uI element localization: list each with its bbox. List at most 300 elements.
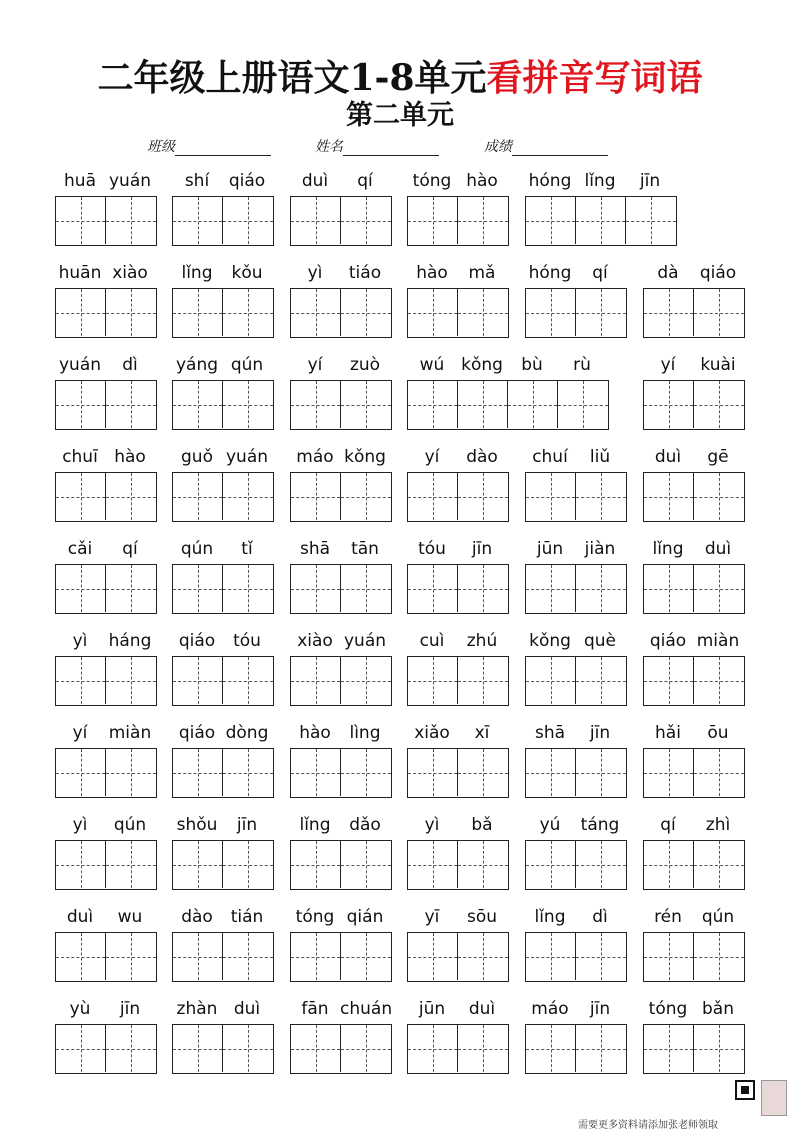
- tianzige-box[interactable]: [291, 841, 341, 888]
- pinyin-syllable: lǐng: [652, 539, 684, 559]
- tianzige-box[interactable]: [644, 933, 694, 980]
- tianzige-box[interactable]: [458, 1025, 508, 1072]
- tianzige-box[interactable]: [458, 197, 508, 244]
- tianzige-box[interactable]: [576, 749, 626, 796]
- tianzige-box[interactable]: [173, 1025, 223, 1072]
- tianzige-box[interactable]: [341, 197, 391, 244]
- tianzige-box[interactable]: [694, 933, 744, 980]
- tianzige-box[interactable]: [644, 1025, 694, 1072]
- tianzige-box[interactable]: [526, 197, 576, 244]
- tianzige-box[interactable]: [223, 381, 273, 428]
- writing-boxes[interactable]: [172, 196, 274, 246]
- pinyin-syllable: xiǎo: [414, 723, 450, 743]
- writing-boxes[interactable]: [643, 472, 745, 522]
- pinyin-label: [290, 170, 390, 192]
- pinyin-label: [290, 630, 390, 652]
- tianzige-box[interactable]: [291, 1025, 341, 1072]
- guide-line-vertical: [81, 473, 82, 520]
- tianzige-box[interactable]: [694, 749, 744, 796]
- class-blank[interactable]: [175, 140, 271, 156]
- guide-line-vertical: [433, 565, 434, 612]
- pinyin-syllable: dǎo: [349, 815, 381, 835]
- guide-line-vertical: [198, 473, 199, 520]
- pinyin-syllable: yì: [424, 815, 440, 835]
- tianzige-box[interactable]: [341, 381, 391, 428]
- writing-boxes[interactable]: [55, 932, 157, 982]
- tianzige-box[interactable]: [458, 565, 508, 612]
- guide-line-vertical: [248, 197, 249, 244]
- guide-line-vertical: [601, 841, 602, 888]
- tianzige-box[interactable]: [526, 473, 576, 520]
- writing-boxes[interactable]: [55, 1024, 157, 1074]
- pinyin-syllable: yí: [660, 355, 676, 375]
- guide-line-vertical: [551, 197, 552, 244]
- guide-line-vertical: [81, 841, 82, 888]
- guide-line-vertical: [719, 1025, 720, 1072]
- pinyin-syllable: dòng: [225, 723, 269, 743]
- guide-line-vertical: [601, 197, 602, 244]
- class-field[interactable]: [147, 138, 271, 158]
- pinyin-syllable: duì: [233, 999, 261, 1019]
- writing-boxes[interactable]: [172, 1024, 274, 1074]
- writing-boxes[interactable]: [55, 472, 157, 522]
- tianzige-box[interactable]: [341, 749, 391, 796]
- writing-boxes[interactable]: [172, 472, 274, 522]
- guide-line-vertical: [131, 565, 132, 612]
- tianzige-box[interactable]: [408, 381, 458, 428]
- tianzige-box[interactable]: [408, 841, 458, 888]
- name-field[interactable]: [315, 138, 439, 158]
- tianzige-box[interactable]: [408, 933, 458, 980]
- writing-boxes[interactable]: [407, 196, 509, 246]
- writing-boxes[interactable]: [290, 472, 392, 522]
- guide-line-vertical: [131, 841, 132, 888]
- writing-boxes[interactable]: [525, 748, 627, 798]
- tianzige-box[interactable]: [694, 657, 744, 704]
- writing-boxes[interactable]: [407, 748, 509, 798]
- tianzige-box[interactable]: [56, 1025, 106, 1072]
- pinyin-label: [290, 814, 390, 836]
- guide-line-vertical: [601, 289, 602, 336]
- tianzige-box[interactable]: [56, 289, 106, 336]
- writing-boxes[interactable]: [172, 564, 274, 614]
- writing-boxes[interactable]: [525, 564, 627, 614]
- tianzige-box[interactable]: [106, 1025, 156, 1072]
- tianzige-box[interactable]: [56, 841, 106, 888]
- tianzige-box[interactable]: [56, 749, 106, 796]
- pinyin-syllable: hóng: [528, 263, 572, 283]
- writing-boxes[interactable]: [172, 288, 274, 338]
- tianzige-box[interactable]: [173, 197, 223, 244]
- tianzige-box[interactable]: [223, 933, 273, 980]
- tianzige-box[interactable]: [106, 749, 156, 796]
- writing-boxes[interactable]: [643, 564, 745, 614]
- tianzige-box[interactable]: [173, 933, 223, 980]
- guide-line-vertical: [483, 933, 484, 980]
- writing-boxes[interactable]: [172, 380, 274, 430]
- pinyin-label: [643, 722, 743, 744]
- pinyin-label: [407, 538, 507, 560]
- writing-boxes[interactable]: [643, 656, 745, 706]
- writing-boxes[interactable]: [407, 380, 609, 430]
- guide-line-vertical: [433, 197, 434, 244]
- guide-line-vertical: [131, 749, 132, 796]
- writing-boxes[interactable]: [290, 1024, 392, 1074]
- pinyin-label: [525, 998, 625, 1020]
- pinyin-syllable: duì: [301, 171, 329, 191]
- pinyin-syllable: qí: [357, 171, 373, 191]
- writing-boxes[interactable]: [290, 380, 392, 430]
- pinyin-syllable: chuán: [340, 999, 393, 1019]
- tianzige-box[interactable]: [644, 657, 694, 704]
- writing-boxes[interactable]: [55, 380, 157, 430]
- writing-boxes[interactable]: [55, 196, 157, 246]
- writing-boxes[interactable]: [407, 288, 509, 338]
- pinyin-syllable: jūn: [536, 539, 564, 559]
- tianzige-box[interactable]: [644, 381, 694, 428]
- tianzige-box[interactable]: [408, 197, 458, 244]
- qr-code-image: [735, 1080, 787, 1116]
- tianzige-box[interactable]: [223, 841, 273, 888]
- writing-boxes[interactable]: [55, 288, 157, 338]
- tianzige-box[interactable]: [576, 565, 626, 612]
- guide-line-vertical: [669, 565, 670, 612]
- writing-boxes[interactable]: [643, 840, 745, 890]
- tianzige-box[interactable]: [526, 841, 576, 888]
- tianzige-box[interactable]: [291, 473, 341, 520]
- writing-boxes[interactable]: [525, 196, 677, 246]
- tianzige-box[interactable]: [626, 197, 676, 244]
- tianzige-box[interactable]: [694, 473, 744, 520]
- pinyin-label: [172, 538, 272, 560]
- tianzige-box[interactable]: [106, 197, 156, 244]
- guide-line-vertical: [669, 841, 670, 888]
- pinyin-syllable: qiáo: [649, 631, 687, 651]
- tianzige-box[interactable]: [223, 657, 273, 704]
- guide-line-vertical: [81, 933, 82, 980]
- tianzige-box[interactable]: [223, 1025, 273, 1072]
- pinyin-label: [407, 722, 507, 744]
- guide-line-vertical: [719, 749, 720, 796]
- tianzige-box[interactable]: [576, 473, 626, 520]
- writing-boxes[interactable]: [525, 472, 627, 522]
- writing-boxes[interactable]: [525, 840, 627, 890]
- tianzige-box[interactable]: [408, 473, 458, 520]
- pinyin-syllable: jiàn: [584, 539, 616, 559]
- writing-boxes[interactable]: [290, 656, 392, 706]
- tianzige-box[interactable]: [526, 1025, 576, 1072]
- guide-line-vertical: [483, 657, 484, 704]
- guide-line-vertical: [198, 197, 199, 244]
- writing-boxes[interactable]: [290, 840, 392, 890]
- tianzige-box[interactable]: [291, 933, 341, 980]
- writing-boxes[interactable]: [525, 288, 627, 338]
- writing-boxes[interactable]: [172, 656, 274, 706]
- pinyin-syllable: qún: [230, 355, 264, 375]
- guide-line-vertical: [198, 749, 199, 796]
- score-label: 成绩: [484, 139, 512, 155]
- writing-boxes[interactable]: [643, 288, 745, 338]
- guide-line-vertical: [198, 933, 199, 980]
- tianzige-box[interactable]: [694, 381, 744, 428]
- tianzige-box[interactable]: [576, 289, 626, 336]
- guide-line-vertical: [131, 197, 132, 244]
- tianzige-box[interactable]: [341, 289, 391, 336]
- guide-line-vertical: [719, 381, 720, 428]
- tianzige-box[interactable]: [341, 473, 391, 520]
- tianzige-box[interactable]: [341, 565, 391, 612]
- tianzige-box[interactable]: [291, 749, 341, 796]
- writing-boxes[interactable]: [172, 840, 274, 890]
- pinyin-syllable: yì: [72, 631, 88, 651]
- guide-line-vertical: [551, 933, 552, 980]
- writing-boxes[interactable]: [55, 748, 157, 798]
- tianzige-box[interactable]: [576, 841, 626, 888]
- tianzige-box[interactable]: [526, 289, 576, 336]
- pinyin-label: [290, 722, 390, 744]
- tianzige-box[interactable]: [173, 749, 223, 796]
- pinyin-syllable: lǐng: [584, 171, 616, 191]
- tianzige-box[interactable]: [694, 289, 744, 336]
- tianzige-box[interactable]: [644, 841, 694, 888]
- tianzige-box[interactable]: [526, 933, 576, 980]
- tianzige-box[interactable]: [106, 657, 156, 704]
- tianzige-box[interactable]: [644, 473, 694, 520]
- guide-line-vertical: [601, 1025, 602, 1072]
- tianzige-box[interactable]: [173, 657, 223, 704]
- pinyin-syllable: dì: [122, 355, 138, 375]
- pinyin-syllable: cuì: [419, 631, 445, 651]
- guide-line-vertical: [316, 565, 317, 612]
- guide-line-vertical: [669, 381, 670, 428]
- writing-boxes[interactable]: [290, 748, 392, 798]
- pinyin-syllable: shā: [534, 723, 566, 743]
- tianzige-box[interactable]: [223, 473, 273, 520]
- tianzige-box[interactable]: [341, 841, 391, 888]
- writing-boxes[interactable]: [643, 748, 745, 798]
- tianzige-box[interactable]: [173, 473, 223, 520]
- tianzige-box[interactable]: [291, 289, 341, 336]
- pinyin-syllable: yú: [539, 815, 561, 835]
- tianzige-box[interactable]: [458, 933, 508, 980]
- tianzige-box[interactable]: [458, 381, 508, 428]
- writing-boxes[interactable]: [55, 564, 157, 614]
- tianzige-box[interactable]: [458, 749, 508, 796]
- pinyin-syllable: jīn: [589, 999, 611, 1019]
- writing-boxes[interactable]: [290, 564, 392, 614]
- tianzige-box[interactable]: [644, 289, 694, 336]
- writing-boxes[interactable]: [55, 656, 157, 706]
- tianzige-box[interactable]: [106, 473, 156, 520]
- tianzige-box[interactable]: [694, 841, 744, 888]
- pinyin-syllable: hào: [299, 723, 331, 743]
- tianzige-box[interactable]: [526, 749, 576, 796]
- pinyin-syllable: tóng: [648, 999, 688, 1019]
- pinyin-syllable: hào: [466, 171, 498, 191]
- tianzige-box[interactable]: [526, 657, 576, 704]
- guide-line-vertical: [131, 657, 132, 704]
- tianzige-box[interactable]: [576, 1025, 626, 1072]
- tianzige-box[interactable]: [458, 841, 508, 888]
- tianzige-box[interactable]: [576, 197, 626, 244]
- tianzige-box[interactable]: [106, 381, 156, 428]
- tianzige-box[interactable]: [56, 381, 106, 428]
- tianzige-box[interactable]: [223, 749, 273, 796]
- pinyin-syllable: dào: [181, 907, 213, 927]
- tianzige-box[interactable]: [106, 289, 156, 336]
- guide-line-vertical: [433, 381, 434, 428]
- writing-boxes[interactable]: [525, 1024, 627, 1074]
- pinyin-label: [55, 354, 155, 376]
- writing-boxes[interactable]: [407, 564, 509, 614]
- writing-boxes[interactable]: [407, 1024, 509, 1074]
- tianzige-box[interactable]: [576, 657, 626, 704]
- guide-line-vertical: [551, 841, 552, 888]
- pinyin-syllable: yí: [72, 723, 88, 743]
- tianzige-box[interactable]: [458, 473, 508, 520]
- pinyin-syllable: kuài: [700, 355, 736, 375]
- guide-line-vertical: [248, 1025, 249, 1072]
- guide-line-vertical: [551, 289, 552, 336]
- tianzige-box[interactable]: [291, 565, 341, 612]
- guide-line-vertical: [81, 381, 82, 428]
- tianzige-box[interactable]: [558, 381, 608, 428]
- score-blank[interactable]: [512, 140, 608, 156]
- writing-boxes[interactable]: [643, 1024, 745, 1074]
- writing-boxes[interactable]: [525, 932, 627, 982]
- tianzige-box[interactable]: [291, 381, 341, 428]
- tianzige-box[interactable]: [173, 565, 223, 612]
- pinyin-label: [525, 906, 625, 928]
- tianzige-box[interactable]: [341, 1025, 391, 1072]
- pinyin-label: [643, 630, 743, 652]
- pinyin-syllable: bù: [521, 355, 543, 375]
- writing-boxes[interactable]: [407, 472, 509, 522]
- tianzige-box[interactable]: [694, 1025, 744, 1072]
- tianzige-box[interactable]: [408, 657, 458, 704]
- tianzige-box[interactable]: [644, 565, 694, 612]
- guide-line-vertical: [483, 1025, 484, 1072]
- tianzige-box[interactable]: [508, 381, 558, 428]
- tianzige-box[interactable]: [341, 657, 391, 704]
- name-blank[interactable]: [343, 140, 439, 156]
- guide-line-vertical: [366, 749, 367, 796]
- writing-boxes[interactable]: [643, 380, 745, 430]
- guide-line-vertical: [433, 473, 434, 520]
- guide-line-vertical: [483, 381, 484, 428]
- tianzige-box[interactable]: [341, 933, 391, 980]
- writing-boxes[interactable]: [55, 840, 157, 890]
- writing-boxes[interactable]: [407, 656, 509, 706]
- pinyin-label: [55, 262, 155, 284]
- tianzige-box[interactable]: [576, 933, 626, 980]
- tianzige-box[interactable]: [106, 933, 156, 980]
- tianzige-box[interactable]: [291, 197, 341, 244]
- writing-boxes[interactable]: [172, 932, 274, 982]
- guide-line-vertical: [669, 933, 670, 980]
- writing-boxes[interactable]: [290, 288, 392, 338]
- tianzige-box[interactable]: [458, 657, 508, 704]
- pinyin-label: [643, 538, 743, 560]
- writing-boxes[interactable]: [525, 656, 627, 706]
- guide-line-vertical: [81, 565, 82, 612]
- pinyin-syllable: xiào: [297, 631, 333, 651]
- pinyin-syllable: tóu: [418, 539, 446, 559]
- class-label: 班级: [147, 139, 175, 155]
- pinyin-syllable: yī: [424, 907, 440, 927]
- tianzige-box[interactable]: [644, 749, 694, 796]
- tianzige-box[interactable]: [223, 289, 273, 336]
- tianzige-box[interactable]: [408, 565, 458, 612]
- tianzige-box[interactable]: [291, 657, 341, 704]
- pinyin-syllable: qiáo: [178, 631, 216, 651]
- tianzige-box[interactable]: [56, 473, 106, 520]
- guide-line-vertical: [198, 657, 199, 704]
- pinyin-syllable: shǒu: [176, 815, 218, 835]
- pinyin-label: [172, 906, 272, 928]
- tianzige-box[interactable]: [408, 1025, 458, 1072]
- tianzige-box[interactable]: [106, 565, 156, 612]
- writing-boxes[interactable]: [290, 932, 392, 982]
- guide-line-vertical: [316, 841, 317, 888]
- tianzige-box[interactable]: [56, 565, 106, 612]
- tianzige-box[interactable]: [173, 841, 223, 888]
- writing-boxes[interactable]: [407, 840, 509, 890]
- tianzige-box[interactable]: [56, 197, 106, 244]
- pinyin-syllable: jīn: [639, 171, 661, 191]
- tianzige-box[interactable]: [173, 381, 223, 428]
- pinyin-syllable: hào: [416, 263, 448, 283]
- tianzige-box[interactable]: [526, 565, 576, 612]
- guide-line-vertical: [669, 473, 670, 520]
- guide-line-vertical: [583, 381, 584, 428]
- writing-boxes[interactable]: [643, 932, 745, 982]
- tianzige-box[interactable]: [173, 289, 223, 336]
- tianzige-box[interactable]: [223, 197, 273, 244]
- guide-line-vertical: [719, 657, 720, 704]
- guide-line-vertical: [366, 841, 367, 888]
- writing-boxes[interactable]: [407, 932, 509, 982]
- tianzige-box[interactable]: [694, 565, 744, 612]
- tianzige-box[interactable]: [56, 933, 106, 980]
- pinyin-syllable: kǒng: [461, 355, 503, 375]
- pinyin-syllable: kǒu: [231, 263, 263, 283]
- writing-boxes[interactable]: [172, 748, 274, 798]
- tianzige-box[interactable]: [408, 289, 458, 336]
- tianzige-box[interactable]: [106, 841, 156, 888]
- pinyin-syllable: yáng: [175, 355, 219, 375]
- guide-line-vertical: [483, 749, 484, 796]
- pinyin-syllable: qún: [180, 539, 214, 559]
- score-field[interactable]: [484, 138, 608, 158]
- tianzige-box[interactable]: [458, 289, 508, 336]
- writing-boxes[interactable]: [290, 196, 392, 246]
- pinyin-label: [55, 814, 155, 836]
- pinyin-syllable: hóng: [528, 171, 572, 191]
- pinyin-label: [643, 906, 743, 928]
- pinyin-syllable: tóng: [295, 907, 335, 927]
- guide-line-vertical: [483, 565, 484, 612]
- pinyin-syllable: duì: [704, 539, 732, 559]
- guide-line-vertical: [551, 1025, 552, 1072]
- guide-line-vertical: [198, 289, 199, 336]
- tianzige-box[interactable]: [408, 749, 458, 796]
- tianzige-box[interactable]: [223, 565, 273, 612]
- pinyin-syllable: mǎ: [468, 263, 496, 283]
- pinyin-syllable: tóu: [233, 631, 261, 651]
- guide-line-vertical: [81, 1025, 82, 1072]
- tianzige-box[interactable]: [56, 657, 106, 704]
